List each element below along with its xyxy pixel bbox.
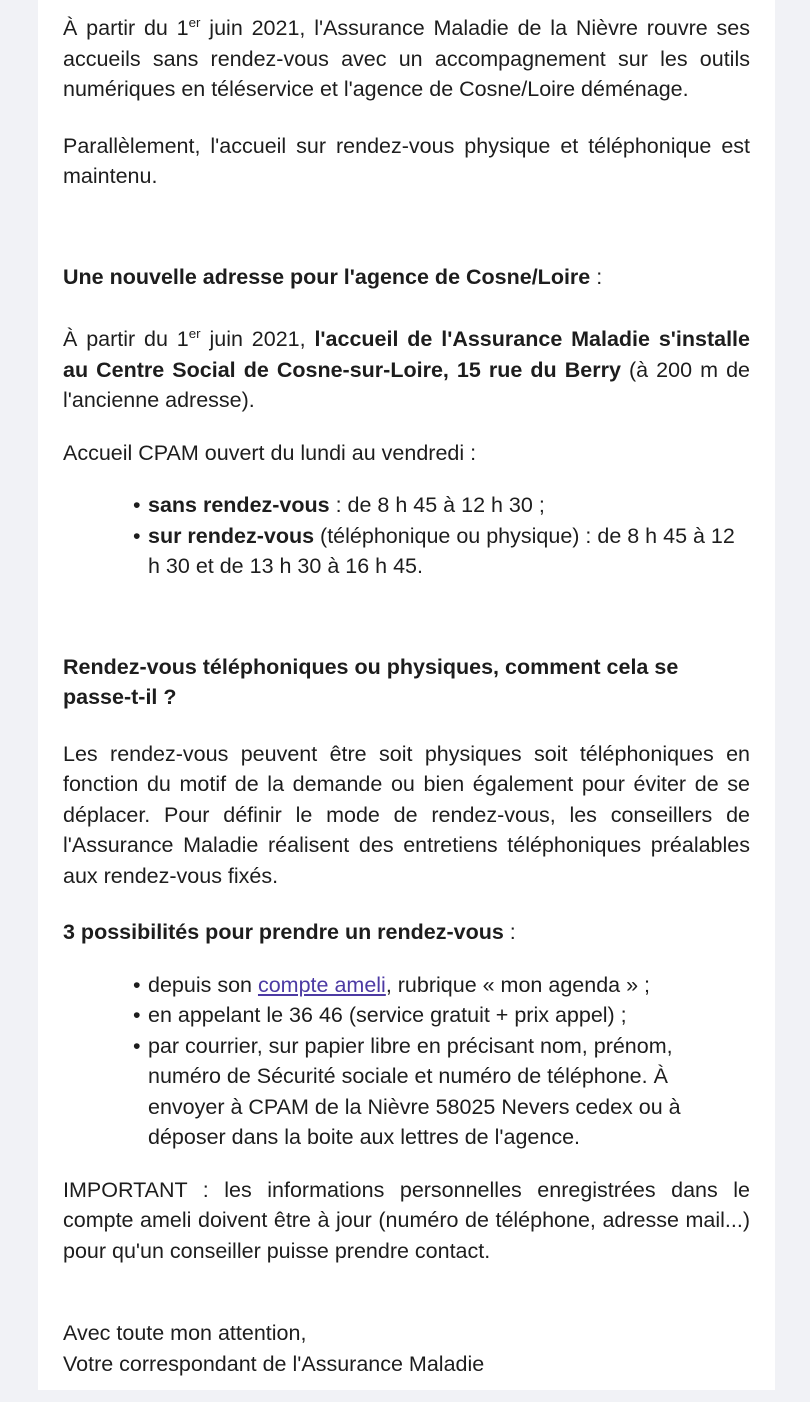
paragraph-intro-seg1: À partir du 1 [63,16,189,40]
heading-three-options-colon: : [503,920,516,944]
heading-new-address-colon: : [590,264,603,289]
paragraph-address-seg2: juin 2021, [200,327,315,351]
hours-item-0-label: sans rendez-vous [148,493,330,517]
spacer [63,105,750,131]
hours-item-1-value: (téléphonique ou physique) : de 8 h 45 à 12 h 30 et de 13 h 30 à 16 h 45. [148,523,735,578]
signature-line-2: Votre correspondant de l'Assurance Maladie [63,1351,485,1376]
option-1-text: en appelant le 36 46 (service gratuit + prix appel) ; [148,1003,627,1027]
ordinal-suffix-er-2: er [188,325,201,341]
heading-new-address-bold: Une nouvelle adresse pour l'agence de Cosne/Loire [63,264,591,289]
list-item [133,1000,750,1031]
paragraph-intro [63,13,750,105]
hours-list [63,490,750,582]
document-content [63,0,750,1379]
list-item [133,1031,750,1153]
ordinal-suffix-er: er [188,14,201,30]
heading-new-address [63,262,750,293]
options-list [63,970,750,1153]
compte-ameli-link[interactable]: compte ameli [257,972,386,997]
paragraph-how-it-works: Les rendez-vous peuvent être soit physiques soit téléphoniques en fonction du motif de la demande ou bien également pour éviter de se déplacer. Pour définir le mode de rendez-vous, les conseillers de l'Assurance Maladie réalisent des entretiens téléphoniques préalables aux rendez-vous fixés. [63,741,750,888]
spacer [63,1266,750,1318]
top-spacer [63,0,750,13]
paragraph-parallel: Parallèlement, l'accueil sur rendez-vous physique et téléphonique est maintenu. [63,133,750,188]
option-0-prefix: depuis son [148,972,258,997]
spacer [63,416,750,438]
paragraph-opening-hours-intro: Accueil CPAM ouvert du lundi au vendredi : [63,440,477,465]
paragraph-address-seg3: (à 200 m de l'ancienne adresse). [63,357,750,412]
spacer [63,713,750,739]
spacer [63,468,750,490]
option-2-text: par courrier, sur papier libre en précisant nom, prénom, numéro de Sécurité sociale et numéro de téléphone. À envoyer à CPAM de la Nièvre 58025 Nevers cedex ou à déposer dans la boite aux lettres de l'agence. [148,1033,681,1149]
paragraph-address [63,324,750,416]
heading-how-it-works: Rendez-vous téléphoniques ou physiques, comment cela se passe-t-il ? [63,654,679,709]
spacer [63,891,750,917]
hours-item-1-label: sur rendez-vous [148,523,315,548]
heading-three-options [63,917,750,948]
spacer [63,582,750,652]
paragraph-address-bold: l'accueil de l'Assurance Maladie s'installe au Centre Social de Cosne-sur-Loire, 15 rue du Berry [63,327,750,382]
paragraph-intro-seg2: juin 2021, l'Assurance Maladie de la Nièvre rouvre ses accueils sans rendez-vous avec un accompagnement sur les outils numériques en téléservice et l'agence de Cosne/Loire déménage. [63,16,750,101]
hours-item-0-value: : de 8 h 45 à 12 h 30 ; [329,493,545,517]
document-card [38,0,775,1390]
list-item [133,521,750,582]
list-item [133,490,750,521]
heading-three-options-bold: 3 possibilités pour prendre un rendez-vous [63,920,504,944]
signature-line-1: Avec toute mon attention, [63,1321,307,1345]
paragraph-important: IMPORTANT : les informations personnelles enregistrées dans le compte ameli doivent être à jour (numéro de téléphone, adresse mail...) pour qu'un conseiller puisse prendre contact. [63,1177,750,1263]
option-0-suffix: , rubrique « mon agenda » ; [385,972,650,997]
spacer [63,948,750,970]
spacer [63,192,750,262]
list-item [133,970,750,1001]
paragraph-address-seg1: À partir du 1 [63,327,189,351]
spacer [63,292,750,324]
spacer [63,1153,750,1175]
